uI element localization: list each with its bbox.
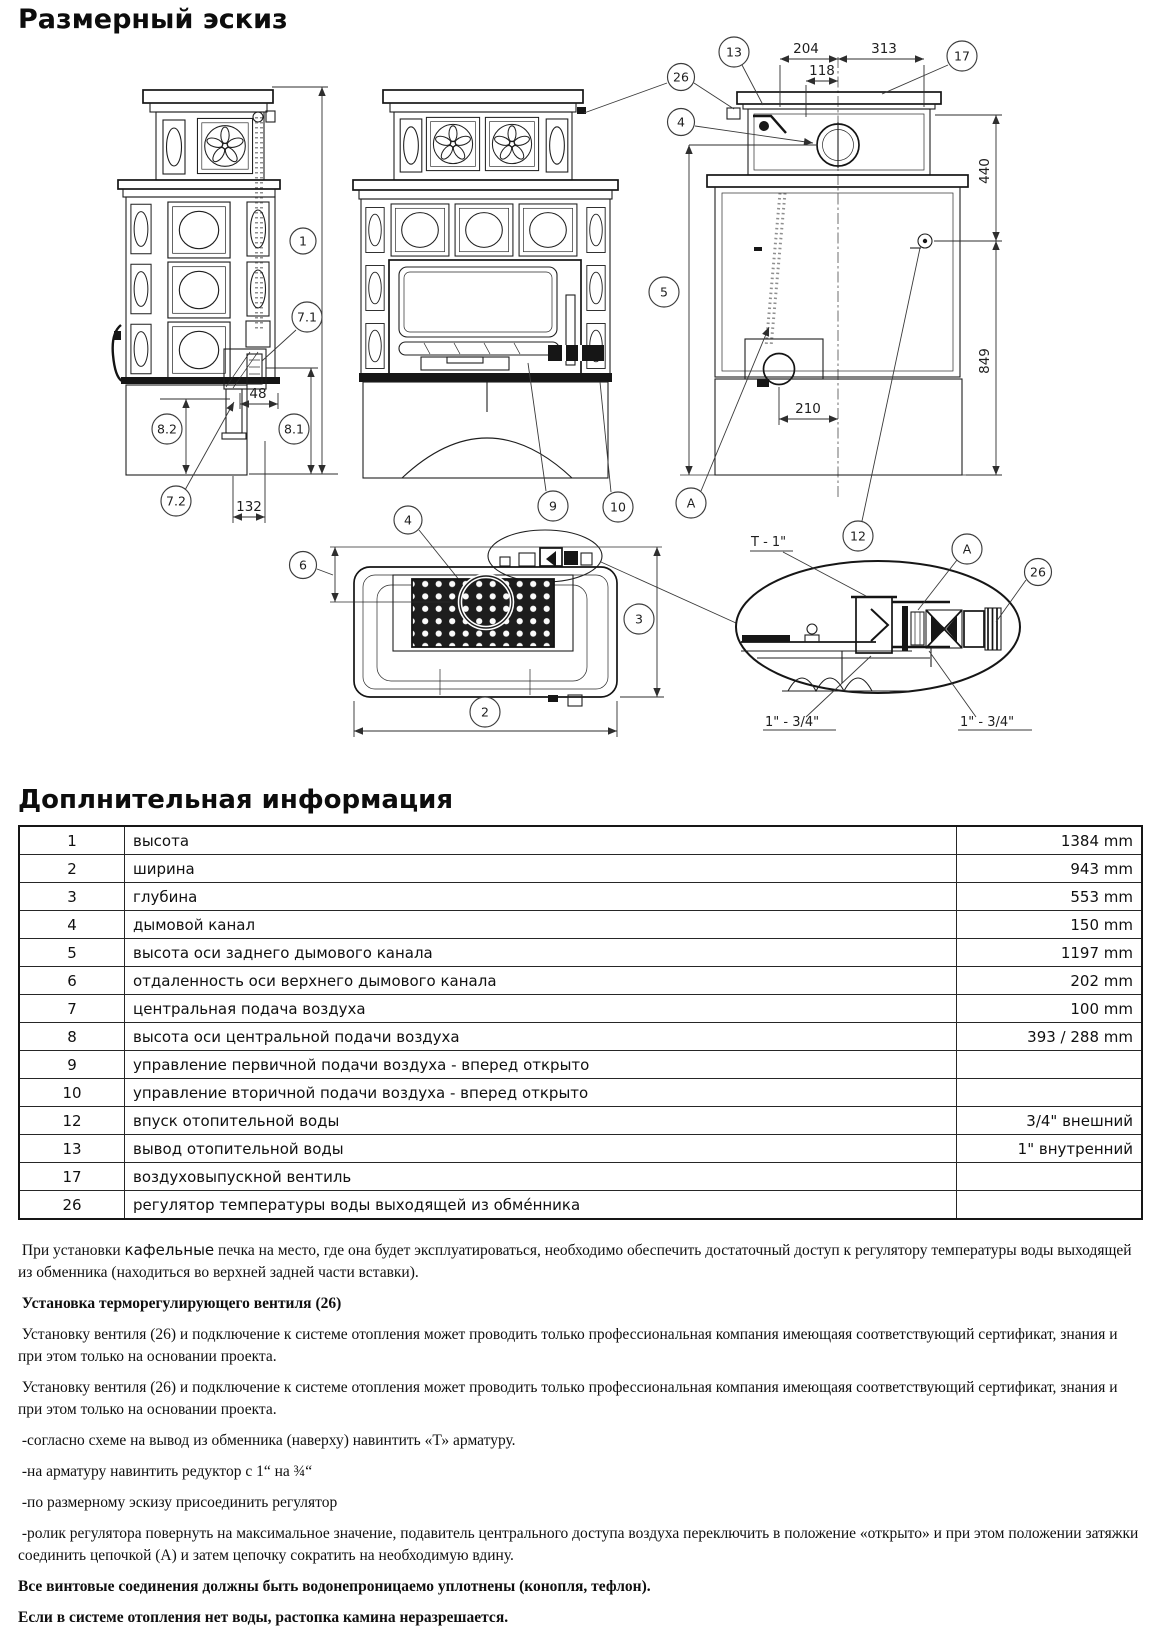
row-value <box>957 1051 1143 1079</box>
note-text: печка на место, где она будет эксплуатироваться, необходимо обеспечить достаточный доступ к регулятору температуры воды выходящей из обменника (находиться во верхней задней части вставки). <box>18 1242 1136 1281</box>
row-label: управление вторичной подачи воздуха - вперед открыто <box>125 1079 957 1107</box>
dim-118: 118 <box>809 63 835 79</box>
callout-2 <box>470 697 500 727</box>
table-row <box>19 1191 1142 1220</box>
dim-48: 48 <box>249 386 267 402</box>
row-value: 1197 mm <box>957 939 1143 967</box>
row-label: глубина <box>125 883 957 911</box>
side-view-drawing <box>113 87 338 523</box>
row-number: 7 <box>19 995 125 1023</box>
row-number: 17 <box>19 1163 125 1191</box>
svg-text:2: 2 <box>481 704 489 720</box>
svg-text:A: A <box>962 541 972 557</box>
detail-source-ellipse <box>488 530 602 582</box>
dim-849: 849 <box>977 348 993 374</box>
svg-text:17: 17 <box>954 48 970 64</box>
row-number: 6 <box>19 967 125 995</box>
row-number: 8 <box>19 1023 125 1051</box>
callout-a-detail <box>952 534 982 564</box>
svg-text:7.1: 7.1 <box>297 309 317 325</box>
row-label: вывод отопительной воды <box>125 1135 957 1163</box>
warning-sealing: Все винтовые соединения должны быть водонепроницаемо уплотнены (конопля, тефлон). <box>18 1578 651 1595</box>
top-view-drawing <box>290 530 737 737</box>
rear-view-drawing <box>584 37 1002 551</box>
row-number: 1 <box>19 826 125 855</box>
svg-text:8.1: 8.1 <box>284 421 304 437</box>
note-text: При установки <box>18 1242 125 1259</box>
row-label: отдаленность оси верхнего дымового канала <box>125 967 957 995</box>
svg-text:6: 6 <box>299 557 307 573</box>
row-label: воздуховыпускной вентиль <box>125 1163 957 1191</box>
callout-26-top <box>668 64 695 91</box>
dim-210: 210 <box>795 401 821 417</box>
note-paragraph-3: Установку вентиля (26) и подключение к системе отопления может проводить только профессиональная компания имеющаяя соответствующий сертификат, знания и при этом только на основании проекта. <box>18 1379 1122 1418</box>
callout-10 <box>603 492 633 522</box>
row-label: ширина <box>125 855 957 883</box>
table-row <box>19 911 1142 939</box>
water-outlet-fitting <box>753 116 786 133</box>
svg-text:12: 12 <box>850 528 866 544</box>
row-label: управление первичной подачи воздуха - вперед открыто <box>125 1051 957 1079</box>
warning-no-water: Если в системе отопления нет воды, растопка камина неразрешается. <box>18 1609 509 1626</box>
row-label: высота оси центральной подачи воздуха <box>125 1023 957 1051</box>
note-step-2: -на арматуру навинтить редуктор с 1“ на ¾“ <box>18 1463 313 1480</box>
front-view-drawing <box>353 90 633 581</box>
label-reducer-right: 1" - 3/4" <box>960 715 1015 730</box>
callout-12 <box>843 521 873 551</box>
row-value: 1" внутренний <box>957 1135 1143 1163</box>
svg-text:26: 26 <box>673 69 689 85</box>
base-arch <box>402 438 572 478</box>
page-title: Размерный эскиз <box>18 4 288 35</box>
callout-26-detail <box>1025 559 1052 586</box>
svg-text:3: 3 <box>635 611 643 627</box>
row-number: 4 <box>19 911 125 939</box>
row-number: 9 <box>19 1051 125 1079</box>
dimensional-sketch <box>0 35 1162 755</box>
note-paragraph-2: Установку вентиля (26) и подключение к системе отопления может проводить только профессиональная компания имеющаяя соответствующий сертификат, знания и при этом только на основании проекта. <box>18 1326 1122 1365</box>
callout-8-1 <box>279 414 309 444</box>
row-number: 5 <box>19 939 125 967</box>
table-row <box>19 939 1142 967</box>
table-row <box>19 855 1142 883</box>
table-row <box>19 1163 1142 1191</box>
callout-7-2 <box>161 486 191 516</box>
svg-text:4: 4 <box>404 512 412 528</box>
row-value <box>957 1163 1143 1191</box>
label-reducer-left: 1" - 3/4" <box>765 715 820 730</box>
callout-5 <box>649 277 679 307</box>
row-value: 1384 mm <box>957 826 1143 855</box>
svg-text:10: 10 <box>610 499 626 515</box>
row-number: 13 <box>19 1135 125 1163</box>
note-step-4: -ролик регулятора повернуть на максимальное значение, подавитель центрального доступа воздуха переключить в положение «открыто» и при этом положении затяжки соединить цепочкой (А) и затем цепочку сократить на необходимую вдину. <box>18 1525 1143 1564</box>
callout-9 <box>538 491 568 521</box>
svg-text:4: 4 <box>677 114 685 130</box>
door-glass <box>399 267 557 337</box>
callout-a-rear <box>676 488 706 518</box>
callout-6 <box>290 552 317 579</box>
table-row <box>19 883 1142 911</box>
table-row <box>19 1135 1142 1163</box>
note-paragraph-1 <box>18 1240 1144 1284</box>
row-value: 393 / 288 mm <box>957 1023 1143 1051</box>
callout-7-1 <box>292 302 322 332</box>
table-row <box>19 967 1142 995</box>
row-label: регулятор температуры воды выходящей из обме́нника <box>125 1191 957 1220</box>
table-row <box>19 1079 1142 1107</box>
svg-text:1: 1 <box>299 233 307 249</box>
top-grate <box>412 579 554 647</box>
table-row <box>19 826 1142 855</box>
dim-440: 440 <box>977 158 993 184</box>
table-row <box>19 1107 1142 1135</box>
svg-text:5: 5 <box>660 284 668 300</box>
row-value <box>957 1079 1143 1107</box>
installation-notes <box>18 1240 1144 1629</box>
row-label: центральная подача воздуха <box>125 995 957 1023</box>
note-text-sans: кафельные <box>124 1241 215 1259</box>
row-number: 12 <box>19 1107 125 1135</box>
info-section-title: Доплнительная информация <box>18 785 454 815</box>
manual-page <box>0 4 1162 1629</box>
row-value: 3/4" внешний <box>957 1107 1143 1135</box>
row-value: 150 mm <box>957 911 1143 939</box>
callout-13 <box>719 37 749 67</box>
dim-204: 204 <box>793 41 819 57</box>
svg-text:7.2: 7.2 <box>166 493 186 509</box>
valve-install-heading: Установка терморегулирующего вентиля (26) <box>18 1295 342 1312</box>
label-t-1in: T - 1" <box>751 535 787 550</box>
callout-8-2 <box>152 414 182 444</box>
row-value: 202 mm <box>957 967 1143 995</box>
row-number: 26 <box>19 1191 125 1220</box>
row-label: высота <box>125 826 957 855</box>
table-row <box>19 1023 1142 1051</box>
svg-text:13: 13 <box>726 44 742 60</box>
dim-132: 132 <box>236 499 262 515</box>
regulator-body <box>964 611 984 647</box>
detail-view-drawing <box>736 534 1052 730</box>
row-value: 553 mm <box>957 883 1143 911</box>
row-value: 943 mm <box>957 855 1143 883</box>
svg-text:9: 9 <box>549 498 557 514</box>
row-value <box>957 1191 1143 1220</box>
svg-text:8.2: 8.2 <box>157 421 177 437</box>
note-step-3: -по размерному эскизу присоединить регулятор <box>18 1494 338 1511</box>
table-row <box>19 995 1142 1023</box>
row-value: 100 mm <box>957 995 1143 1023</box>
row-label: высота оси заднего дымового канала <box>125 939 957 967</box>
row-label: впуск отопительной воды <box>125 1107 957 1135</box>
svg-text:26: 26 <box>1030 564 1046 580</box>
callout-1 <box>290 228 316 254</box>
row-number: 10 <box>19 1079 125 1107</box>
note-step-1: -согласно схеме на вывод из обменника (наверху) навинтить «Т» арматуру. <box>18 1432 516 1449</box>
row-number: 3 <box>19 883 125 911</box>
callout-17 <box>947 41 977 71</box>
dim-313: 313 <box>871 41 897 57</box>
svg-text:A: A <box>686 495 696 511</box>
callout-3 <box>624 604 654 634</box>
info-table <box>18 825 1143 1220</box>
callout-4-rear <box>668 109 695 136</box>
callout-4-front <box>394 506 422 534</box>
table-row <box>19 1051 1142 1079</box>
row-number: 2 <box>19 855 125 883</box>
row-label: дымовой канал <box>125 911 957 939</box>
